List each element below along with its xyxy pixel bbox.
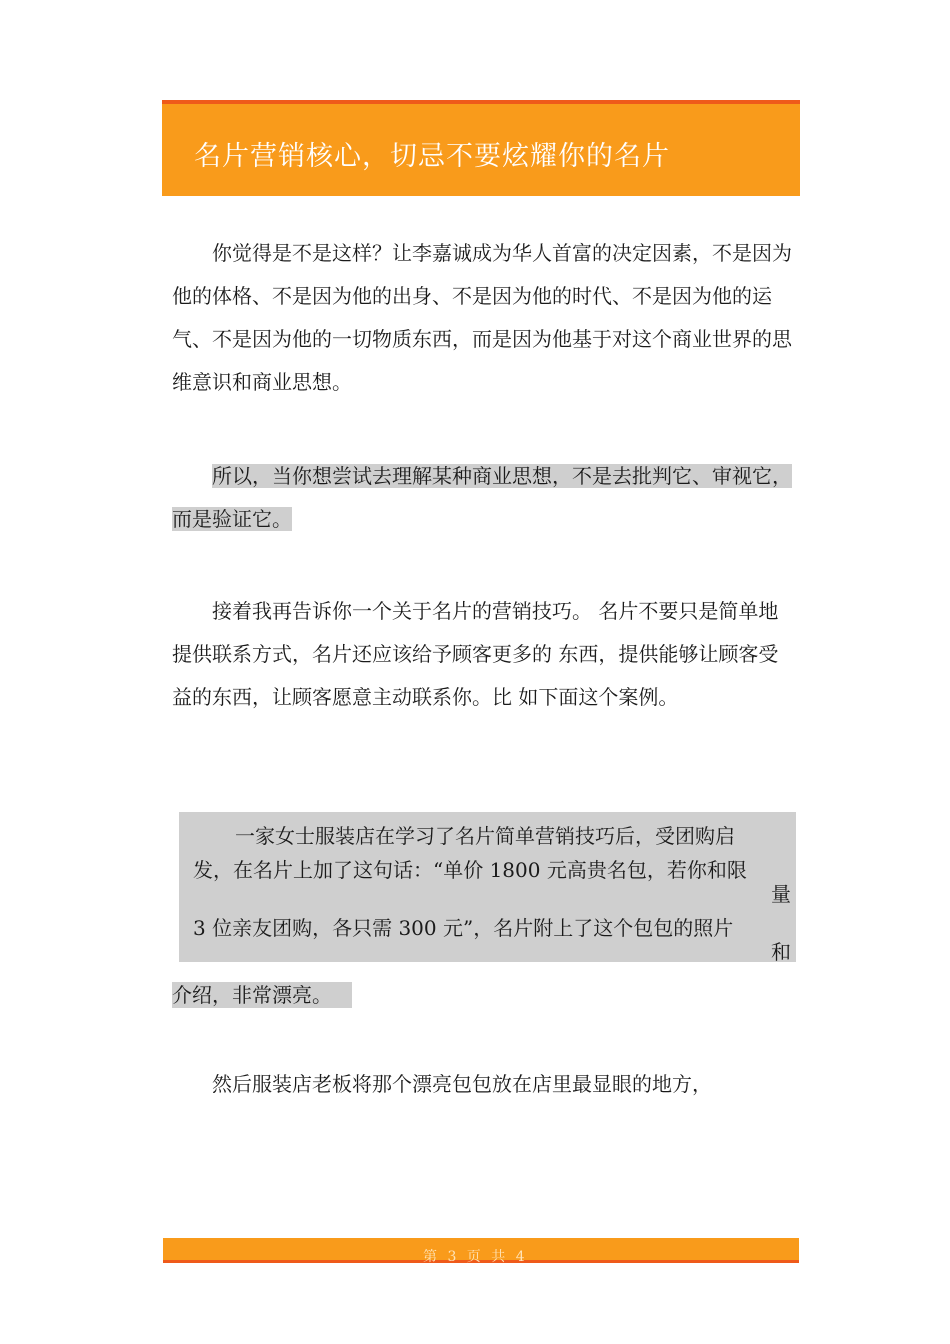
case-quote-box <box>179 812 796 962</box>
paragraph-2-highlighted <box>172 455 792 541</box>
quote-line-3: 量 <box>771 882 791 906</box>
quote-line-5: 和 <box>771 940 791 964</box>
paragraph-1: 你觉得是不是这样？让李嘉诚成为华人首富的决定因素，不是因为他的体格、不是因为他的出身、不是因为他的时代、不是因为他的运气、不是因为他的一切物质东西，而是因为他基于对这个商业世界的思维意识和商业思想。 <box>172 241 792 394</box>
footer-band <box>163 1238 799 1263</box>
quote-line-1: 一家女士服装店在学习了名片简单营销技巧后，受团购启 <box>235 824 735 848</box>
page-number: 第 3 页 共 4 <box>423 1249 528 1265</box>
quote-line-4: 3 位亲友团购，各只需 300 元”，名片附上了这个包包的照片 <box>193 916 734 940</box>
page-title: 名片营销核心，切忌不要炫耀你的名片 <box>194 141 670 172</box>
paragraph-5: 然后服装店老板将那个漂亮包包放在店里最显眼的地方， <box>212 1072 712 1096</box>
quote-tail: 介绍，非常漂亮。 <box>172 982 352 1008</box>
quote-line-2: 发，在名片上加了这句话：“单价 1800 元高贵名包，若你和限 <box>193 858 747 882</box>
header-band <box>162 100 800 196</box>
highlighted-text: 所以，当你想尝试去理解某种商业思想，不是去批判它、审视它，而是验证它。 <box>172 464 792 531</box>
paragraph-3: 接着我再告诉你一个关于名片的营销技巧。 名片不要只是简单地提供联系方式，名片还应该给予顾客更多的 东西，提供能够让顾客受益的东西，让顾客愿意主动联系你。比 如下面这个案例。 <box>172 599 779 709</box>
